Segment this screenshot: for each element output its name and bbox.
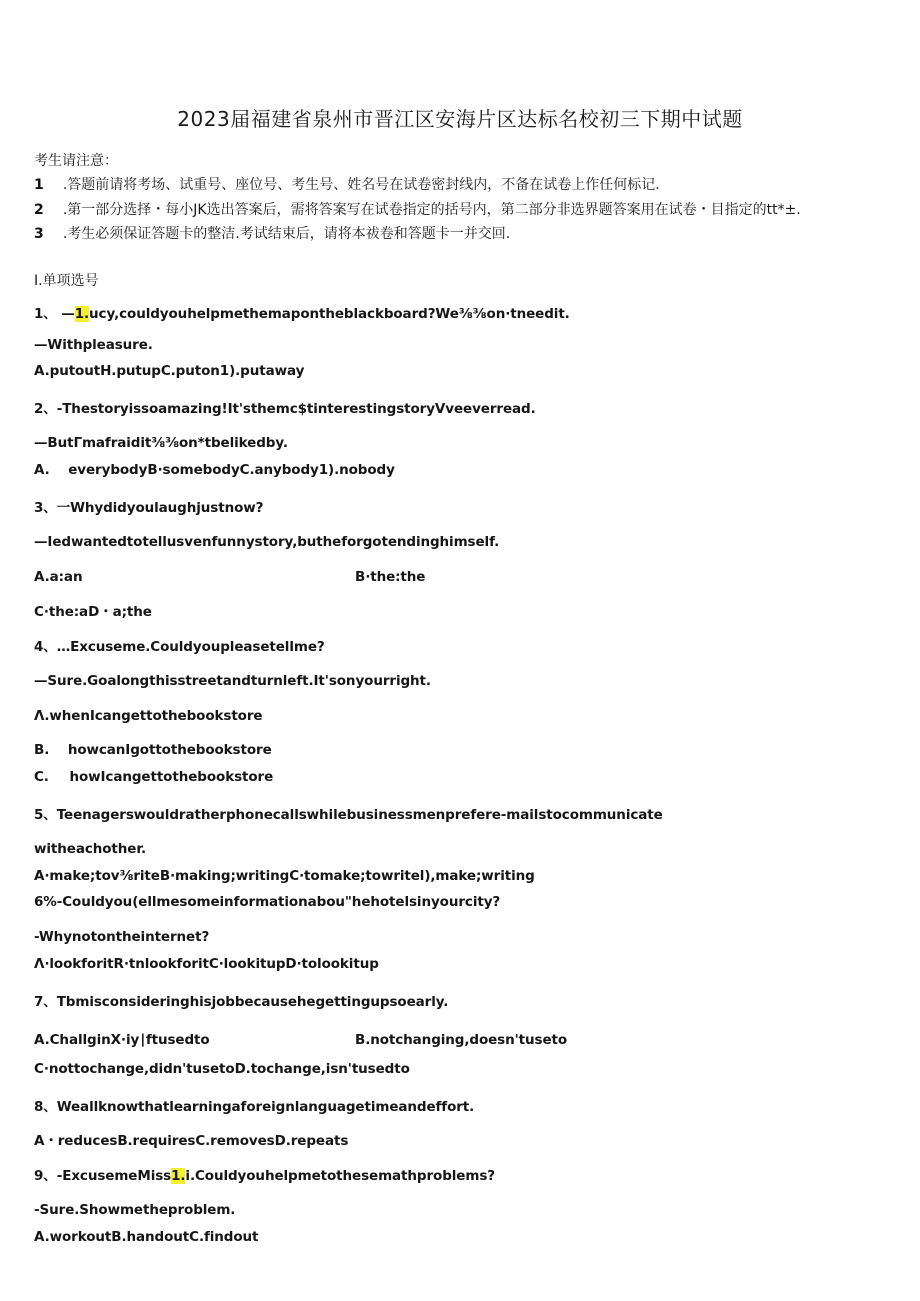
option-text: howIcangettothebookstore — [69, 769, 274, 785]
section-title: I.单项选号 — [34, 273, 99, 289]
question-4-reply: —Sure.Goalongthisstreetandturnleft.It'sonyourright. — [34, 673, 431, 689]
notice-heading: 考生请注意： — [34, 153, 118, 169]
question-7-option-a: A.ChallginX∙iy∣ftusedto — [34, 1032, 210, 1048]
question-4-stem: 4、…Excuseme.Couldyoupleasetellme? — [34, 639, 325, 655]
question-number: 9、-ExcusemeMiss — [34, 1168, 172, 1184]
question-6-reply: -Whynotontheinternet? — [34, 929, 210, 945]
question-5-stem-continued: witheachother. — [34, 841, 146, 857]
question-3-reply: —Iedwantedtotellusvenfunnystory,butheforgotendinghimself. — [34, 534, 500, 550]
question-6-options: Λ∙lookforitR∙tnlookforitC∙lookitupD∙tolookitup — [34, 956, 379, 972]
option-text: everybodyB∙somebodyC.anybody1).nobody — [68, 462, 395, 478]
question-8-stem: 8、Weallknowthatlearningaforeignlanguagetimeandeffort. — [34, 1099, 475, 1115]
question-text: i.Couldyouhelpmetothesemathproblems? — [185, 1168, 495, 1184]
question-1-reply: —Withpleasure. — [34, 337, 153, 353]
question-4-option-c — [34, 769, 273, 785]
highlighted-text: 1. — [74, 306, 90, 322]
notice-item — [34, 199, 801, 219]
notice-item — [34, 223, 510, 243]
question-9-reply: -Sure.Showmetheproblem. — [34, 1202, 236, 1218]
option-label: C. — [34, 769, 49, 785]
question-2-reply: —ButΓmafraidit⅜⅜on*tbelikedby. — [34, 435, 288, 451]
question-9-stem — [34, 1164, 495, 1184]
page-title: 2023届福建省泉州市晋江区安海片区达标名校初三下期中试题 — [177, 107, 743, 131]
option-label: B. — [34, 742, 50, 758]
notice-item — [34, 174, 660, 194]
question-5-stem: 5、Teenagerswouldratherphonecallswhilebusinessmenprefere-mailstocommunicate — [34, 807, 663, 823]
option-label: A. — [34, 462, 50, 478]
question-3-option-a: A.a:an — [34, 569, 83, 585]
question-9-options: A.workoutB.handoutC.findout — [34, 1229, 259, 1245]
question-6-stem: 6%-Couldyou(ellmesomeinformationabou"hehotelsinyourcity? — [34, 894, 501, 910]
question-3-option-cd: C∙the:aD・a;the — [34, 604, 152, 620]
question-7-option-b: B.notchanging,doesn'tuseto — [355, 1032, 568, 1048]
highlighted-text: 1. — [171, 1168, 186, 1184]
question-number: 1、 — — [34, 306, 75, 322]
question-1-options: A.putoutH.putupC.puton1).putaway — [34, 363, 305, 379]
question-2-options — [34, 462, 395, 478]
question-4-option-b — [34, 742, 272, 758]
notice-text: .考生必须保证答题卡的整洁.考试结束后，请将本祓卷和答题卡一并交回. — [62, 226, 511, 242]
question-4-option-a: Λ.whenIcangettothebookstore — [34, 708, 263, 724]
option-text: howcanIgottothebookstore — [67, 742, 272, 758]
question-3-stem: 3、一Whydidyoulaughjustnow? — [34, 500, 264, 516]
question-1-stem — [34, 302, 570, 322]
notice-text: .答题前请将考场、试重号、座位号、考生号、姓名号在试卷密封线内，不备在试卷上作任何标记. — [62, 177, 660, 193]
question-8-options: A・reducesB.requiresC.removesD.repeats — [34, 1133, 349, 1149]
question-3-option-b: B∙the:the — [355, 569, 426, 585]
notice-number: 3 — [34, 226, 44, 242]
notice-number: 2 — [34, 202, 44, 218]
question-2-stem: 2、-Thestoryissoamazing!It'sthemc$tinterestingstoryVveeverread. — [34, 401, 536, 417]
notice-text: .第一部分选择・每小JK选出答案后，需将答案写在试卷指定的括号内，第二部分非选界题答案用在试卷・目指定的tt*±. — [62, 202, 801, 218]
question-text: ucy,couldyouhelpmethemapontheblackboard?We⅜⅜on∙tneedit. — [89, 306, 570, 322]
question-7-stem: 7、Tbmisconsideringhisjobbecausehegettingupsoearly. — [34, 994, 449, 1010]
question-7-option-cd: C∙nottochange,didn'tusetoD.tochange,isn'tusedto — [34, 1061, 410, 1077]
notice-number: 1 — [34, 177, 44, 193]
question-5-options: A∙make;tov⅜riteB∙making;writingC∙tomake;towritel),make;writing — [34, 868, 535, 884]
